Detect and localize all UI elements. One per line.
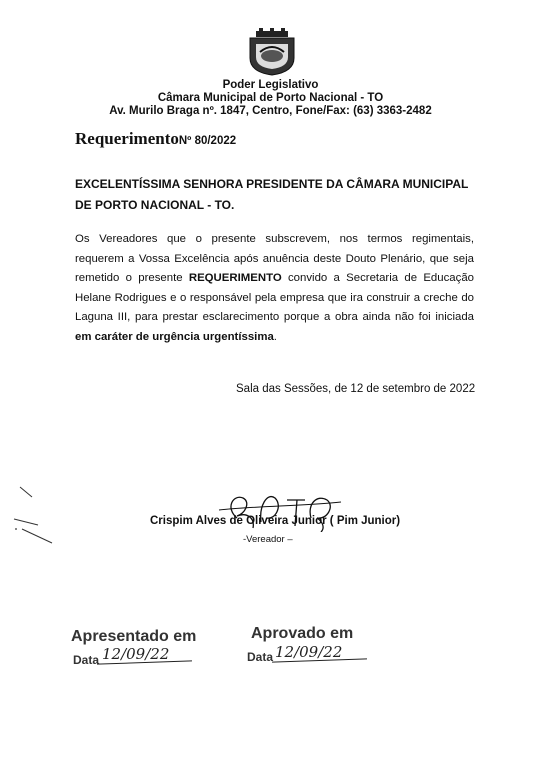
signatory-name: Crispim Alves de Oliveira Junior ( Pim Junior) xyxy=(150,515,401,527)
body-text-2: convido a Secretaria de Educação Helane Rodrigues e o responsável pela empresa que ira construir a creche do Laguna III, para prestar esclarecimento porque a obra ainda não foi iniciada xyxy=(75,272,474,324)
header-legislative-power: Poder Legislativo xyxy=(222,79,319,91)
document-title xyxy=(75,129,236,149)
body-paragraph xyxy=(75,230,474,348)
approved-data-label: Data xyxy=(247,650,274,664)
body-text-1: Os Vereadores que o presente subscrevem, nos termos regimentais, requerem a Vossa Excelência após anuência deste Douto Plenário, que seja remetido o presente xyxy=(75,233,474,285)
approved-stamp-label: Aprovado em xyxy=(251,625,354,642)
body-bold-requerimento: REQUERIMENTO xyxy=(188,272,282,285)
margin-marks xyxy=(12,485,62,555)
header-chamber-name: Câmara Municipal de Porto Nacional - TO xyxy=(157,92,384,104)
header-address: Av. Murilo Braga nº. 1847, Centro, Fone/Fax: (63) 3363-2482 xyxy=(109,105,432,117)
addressee: EXCELENTÍSSIMA SENHORA PRESIDENTE DA CÂMARA MUNICIPAL DE PORTO NACIONAL - TO. xyxy=(75,177,469,212)
signatory-role: -Vereador – xyxy=(243,534,293,545)
request-number: Nº 80/2022 xyxy=(178,135,237,147)
approved-date-handwritten: 12/09/22 xyxy=(275,643,343,661)
presented-stamp-label: Apresentado em xyxy=(71,628,197,645)
presented-data-label: Data xyxy=(73,653,100,667)
body-text-3: . xyxy=(273,330,277,343)
title-text: Requerimento xyxy=(75,129,179,148)
session-date: Sala das Sessões, de 12 de setembro de 2022 xyxy=(236,383,476,395)
presented-date-handwritten: 12/09/22 xyxy=(102,645,170,663)
coat-of-arms-seal xyxy=(246,28,298,76)
body-bold-urgency: em caráter de urgência urgentíssima xyxy=(75,330,274,343)
